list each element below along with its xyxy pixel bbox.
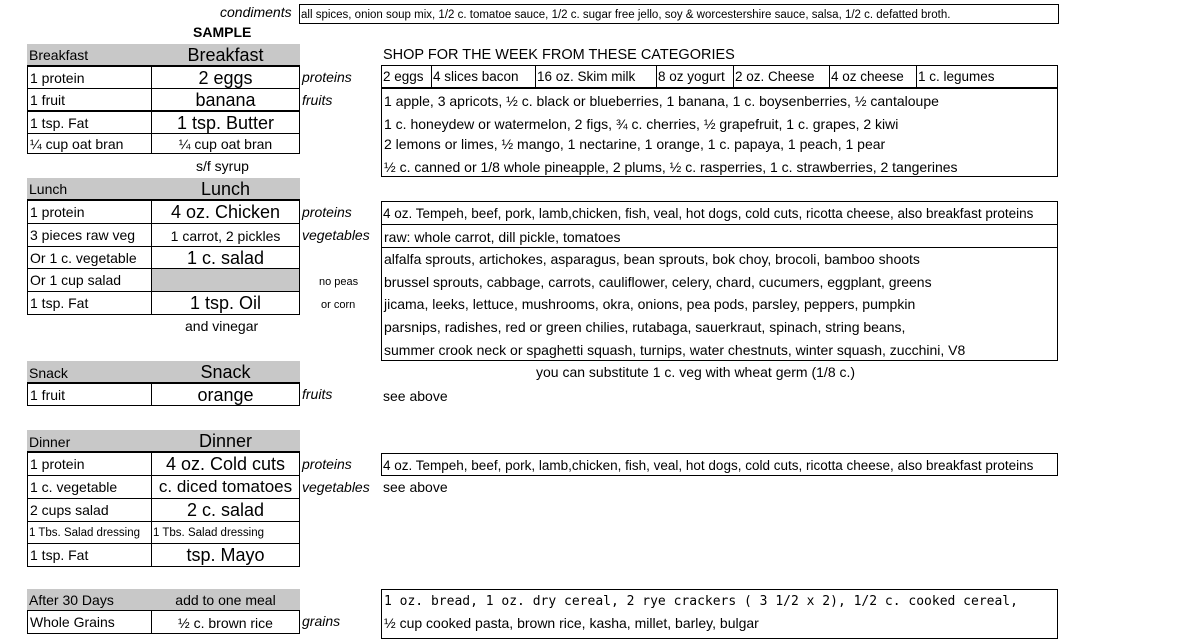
- fruit-line: 1 c. honeydew or watermelon, 2 figs, ¾ c. cherries, ½ grapefruit, 1 c. grapes, 2 kiwi: [384, 116, 899, 132]
- dinner-row-value: tsp. Mayo: [151, 543, 300, 567]
- dinner-row-label: 1 Tbs. Salad dressing: [27, 521, 152, 544]
- dinner-row-label: 2 cups salad: [27, 498, 152, 522]
- lunch-note: and vinegar: [185, 318, 259, 334]
- veg-line: alfalfa sprouts, artichokes, asparagus, bean sprouts, bok choy, brocoli, bamboo shoots: [384, 251, 920, 267]
- breakfast-note: s/f syrup: [196, 158, 249, 174]
- fruit-line: 2 lemons or limes, ½ mango, 1 nectarine, 1 orange, 1 c. papaya, 1 peach, 1 pear: [384, 136, 886, 152]
- breakfast-protein-table: [381, 65, 1058, 88]
- condiments-label: condiments: [220, 4, 292, 20]
- breakfast-row-value: ¼ cup oat bran: [151, 133, 300, 154]
- dinner-protein-line: 4 oz. Tempeh, beef, pork, lamb,chicken, fish, veal, hot dogs, cold cuts, ricotta cheese, also breakfast proteins: [381, 453, 1058, 476]
- lunch-header-right: Lunch: [151, 178, 300, 200]
- lunch-or-corn: or corn: [321, 299, 356, 311]
- lunch-raw-line: raw: whole carrot, dill pickle, tomatoes: [381, 224, 1058, 248]
- lunch-row-value: 1 carrot, 2 pickles: [151, 223, 300, 247]
- dinner-cat-proteins: proteins: [302, 456, 352, 472]
- sample-title: SAMPLE: [193, 24, 252, 40]
- dinner-cat-vegetables: vegetables: [302, 479, 370, 495]
- lunch-no-peas: no peas: [319, 276, 359, 288]
- protein-item: 8 oz yogurt: [657, 66, 734, 87]
- lunch-row-label: Or 1 cup salad: [27, 268, 152, 292]
- after30-cat-grains: grains: [302, 613, 341, 629]
- breakfast-row-label: 1 protein: [27, 66, 152, 89]
- protein-item: 1 c. legumes: [918, 69, 995, 84]
- breakfast-cat-proteins: proteins: [302, 69, 352, 85]
- protein-item: 4 oz cheese: [830, 66, 917, 87]
- veg-line: parsnips, radishes, red or green chilies, rutabaga, sauerkraut, spinach, string beans,: [384, 319, 906, 335]
- dinner-row-value: 4 oz. Cold cuts: [151, 452, 300, 476]
- breakfast-fruit-box: [381, 88, 1058, 177]
- lunch-cat-proteins: proteins: [302, 204, 352, 220]
- lunch-row-value-empty: [151, 268, 300, 292]
- dinner-header-right: Dinner: [151, 430, 300, 452]
- lunch-row-label: 1 protein: [27, 200, 152, 224]
- snack-row-label: 1 fruit: [27, 383, 152, 406]
- breakfast-cat-fruits: fruits: [302, 92, 333, 108]
- lunch-veg-box: [381, 247, 1058, 361]
- lunch-row-label: 1 tsp. Fat: [27, 291, 152, 315]
- lunch-protein-line: 4 oz. Tempeh, beef, pork, lamb,chicken, fish, veal, hot dogs, cold cuts, ricotta cheese, also breakfast proteins: [381, 201, 1058, 225]
- dinner-row-value: c. diced tomatoes: [151, 475, 300, 499]
- veg-line: brussel sprouts, cabbage, carrots, cauliflower, celery, chard, cucumers, eggplant, greens: [384, 274, 932, 290]
- lunch-row-label: Or 1 c. vegetable: [27, 246, 152, 269]
- dinner-row-value: 2 c. salad: [151, 498, 300, 522]
- dinner-row-label: 1 tsp. Fat: [27, 543, 152, 567]
- breakfast-row-value: 2 eggs: [151, 66, 300, 89]
- grain-line: ½ cup cooked pasta, brown rice, kasha, millet, barley, bulgar: [384, 615, 759, 631]
- shop-title: SHOP FOR THE WEEK FROM THESE CATEGORIES: [383, 47, 735, 63]
- lunch-row-value: 4 oz. Chicken: [151, 200, 300, 224]
- breakfast-row-label: ¼ cup oat bran: [27, 133, 152, 154]
- snack-cat-fruits: fruits: [302, 386, 333, 402]
- breakfast-row-label: 1 tsp. Fat: [27, 111, 152, 134]
- veg-line: summer crook neck or spaghetti squash, turnips, water chestnuts, winter squash, zucchini, V8: [384, 342, 966, 358]
- after30-row-value: ½ c. brown rice: [151, 610, 300, 634]
- dinner-header-left: Dinner: [27, 430, 152, 452]
- breakfast-row-value: banana: [151, 88, 300, 111]
- breakfast-row-label: 1 fruit: [27, 88, 152, 111]
- protein-item: 4 slices bacon: [432, 66, 536, 87]
- snack-header-left: Snack: [27, 361, 152, 383]
- lunch-row-label: 3 pieces raw veg: [27, 223, 152, 247]
- after30-row-label: Whole Grains: [27, 610, 152, 634]
- lunch-row-value: 1 tsp. Oil: [151, 291, 300, 315]
- breakfast-header-right: Breakfast: [151, 44, 300, 66]
- condiments-cell: all spices, onion soup mix, 1/2 c. tomatoe sauce, 1/2 c. sugar free jello, soy & worcestershire sauce, salsa, 1/2 c. defatted broth.: [299, 4, 1059, 24]
- protein-item: 2 oz. Cheese: [734, 66, 830, 87]
- dinner-row-value: 1 Tbs. Salad dressing: [151, 521, 300, 544]
- after30-header-left: After 30 Days: [27, 589, 152, 611]
- fruit-line: ½ c. canned or 1/8 whole pineapple, 2 plums, ½ c. rasperries, 1 c. strawberries, 2 tangerines: [384, 159, 958, 175]
- breakfast-row-value: 1 tsp. Butter: [151, 111, 300, 134]
- dinner-row-label: 1 protein: [27, 452, 152, 476]
- lunch-header-left: Lunch: [27, 178, 152, 200]
- breakfast-header-left: Breakfast: [27, 44, 152, 66]
- snack-header-right: Snack: [151, 361, 300, 383]
- veg-line: jicama, leeks, lettuce, mushrooms, okra, onions, pea pods, parsley, peppers, pumpkin: [384, 296, 916, 312]
- grain-line: 1 oz. bread, 1 oz. dry cereal, 2 rye crackers ( 3 1/2 x 2), 1/2 c. cooked cereal,: [384, 594, 1018, 609]
- after30-header-right: add to one meal: [151, 589, 300, 611]
- lunch-substitute-note: you can substitute 1 c. veg with wheat germ (1/8 c.): [536, 364, 856, 380]
- after30-grain-box: [381, 589, 1058, 639]
- snack-row-value: orange: [151, 383, 300, 406]
- lunch-row-value: 1 c. salad: [151, 246, 300, 269]
- dinner-row-label: 1 c. vegetable: [27, 475, 152, 499]
- lunch-cat-vegetables: vegetables: [302, 227, 370, 243]
- protein-item: 2 eggs: [382, 66, 432, 87]
- dinner-see-above: see above: [383, 479, 448, 495]
- protein-item: 16 oz. Skim milk: [536, 66, 657, 87]
- fruit-line: 1 apple, 3 apricots, ½ c. black or blueberries, 1 banana, 1 c. boysenberries, ½ cantaloupe: [384, 93, 939, 109]
- snack-see-above: see above: [383, 388, 448, 404]
